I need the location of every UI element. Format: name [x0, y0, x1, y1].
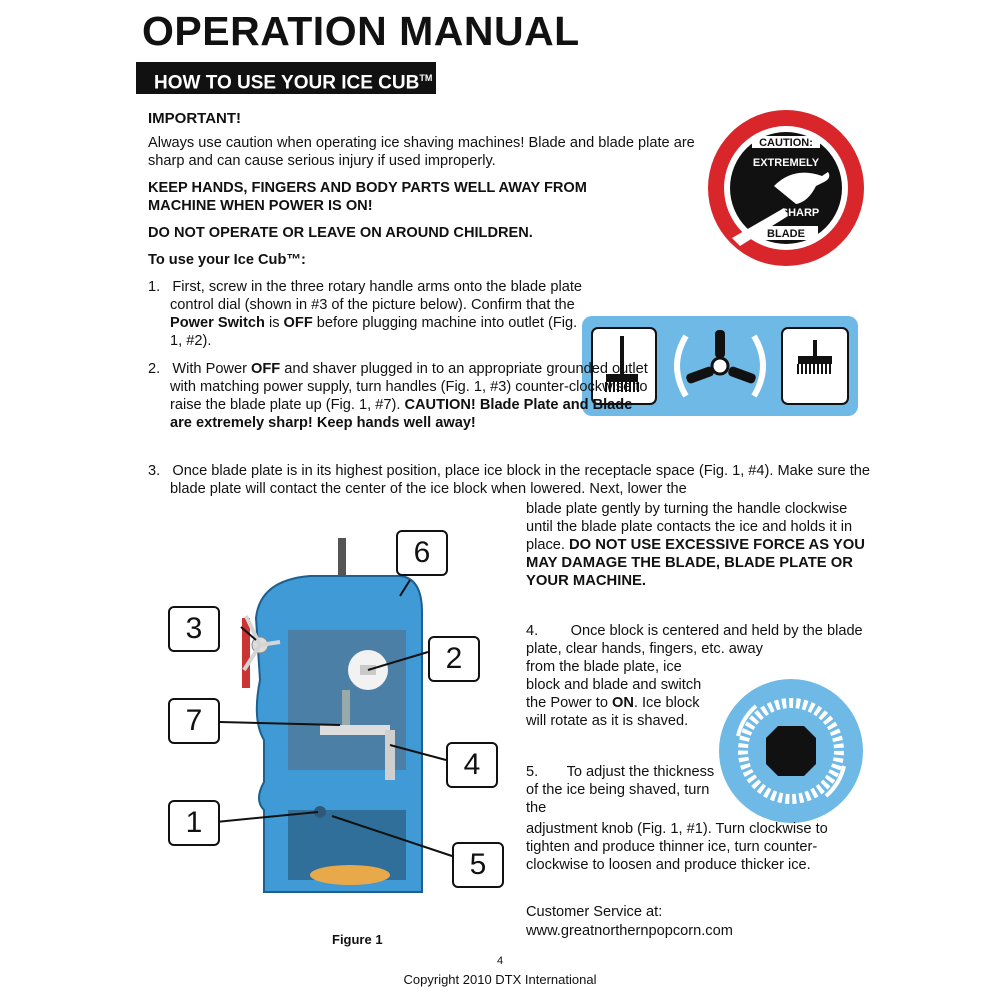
adjustment-knob-diagram — [716, 676, 866, 826]
step-3 — [148, 462, 890, 498]
customer-service-url[interactable]: www.greatnorthernpopcorn.com — [526, 923, 733, 939]
important-heading: IMPORTANT! — [148, 110, 242, 127]
callout-1: 1 — [168, 800, 220, 846]
page-number: 4 — [497, 955, 504, 967]
figure-caption: Figure 1 — [332, 932, 383, 947]
knob-icon — [766, 726, 816, 776]
step-1-text-a: First, screw in the three rotary handle arms onto the blade plate control dial (shown in #3 of the picture below). Confirm that the — [170, 279, 582, 313]
step-3-number: 3. — [148, 463, 161, 479]
callout-3: 3 — [168, 606, 220, 652]
badge-line4: BLADE — [767, 228, 805, 240]
step-4-on: ON — [612, 695, 634, 711]
step-1-text-c: is — [264, 315, 284, 331]
customer-service-label: Customer Service at: — [526, 904, 663, 920]
callout-4: 4 — [446, 742, 498, 788]
banner-tm: TM — [419, 73, 433, 83]
step-4-text-b: from the blade plate, ice block and blade and switch the Power to — [526, 659, 702, 711]
step-1-text-e: before plugging machine into outlet (Fig. 1, #2). — [170, 315, 578, 349]
to-use-heading: To use your Ice Cub™: — [148, 252, 306, 268]
step-2-text-c: and shaver plugged in to an appropriate grounded outlet with matching power supply, turn handles (Fig. 1, #3) counter-clockwise to raise the blade plate up (Fig. 1, #7). — [170, 361, 648, 413]
caution-badge — [704, 106, 868, 270]
step-4-text-d: . Ice block will rotate as it is shaved. — [526, 695, 700, 729]
step-2-off: OFF — [251, 361, 281, 377]
callout-6: 6 — [396, 530, 448, 576]
callout-2: 2 — [428, 636, 480, 682]
step-3-text-a: Once blade plate is in its highest position, place ice block in the receptacle space (Fig. 1, #4). Make sure the blade plate will contact the center of the ice block when lowered. Next, lower the — [170, 463, 870, 497]
step-1 — [148, 278, 590, 350]
step-2 — [148, 360, 650, 432]
step-5-continued: adjustment knob (Fig. 1, #1). Turn clockwise to tighten and produce thinner ice, turn counter-clockwise to loosen and produce thicker ice. — [526, 821, 828, 873]
step-3-continued — [526, 500, 866, 590]
step-4-continued — [526, 658, 706, 730]
page-title: OPERATION MANUAL — [142, 8, 580, 54]
badge-line2: EXTREMELY — [752, 157, 820, 169]
callout-5: 5 — [452, 842, 504, 888]
caution-paragraph: Always use caution when operating ice shaving machines! Blade and blade plate are sharp and can cause serious injury if used improperly. — [148, 135, 695, 169]
step-1-power-switch: Power Switch — [170, 315, 265, 331]
step-1-number: 1. — [148, 279, 161, 295]
step-1-off: OFF — [283, 315, 313, 331]
badge-line3: SHARP — [780, 207, 820, 219]
step-2-number: 2. — [148, 361, 161, 377]
step-2-text-a: With Power — [172, 361, 252, 377]
step-3-warning: DO NOT USE EXCESSIVE FORCE AS YOU MAY DAMAGE THE BLADE, BLADE PLATE OR YOUR MACHINE. — [526, 537, 865, 589]
step-5-number: 5. — [526, 764, 539, 780]
step-4-text-a: Once block is centered and held by the blade plate, clear hands, fingers, etc. away — [526, 623, 863, 657]
customer-service — [526, 903, 866, 941]
step-4-number: 4. — [526, 623, 539, 639]
step-5 — [526, 763, 726, 817]
warning-hands: KEEP HANDS, FINGERS AND BODY PARTS WELL AWAY FROM MACHINE WHEN POWER IS ON! — [148, 180, 587, 214]
warning-children: DO NOT OPERATE OR LEAVE ON AROUND CHILDREN. — [148, 225, 533, 241]
copyright: Copyright 2010 DTX International — [403, 972, 597, 987]
callout-7: 7 — [168, 698, 220, 744]
badge-line1: CAUTION: — [759, 137, 813, 149]
step-4 — [526, 622, 866, 658]
step-3-text-b: blade plate gently by turning the handle clockwise until the blade plate contacts the ice and holds it in place. — [526, 501, 853, 553]
section-banner — [136, 62, 436, 94]
step-2-caution: CAUTION! Blade Plate and Blade are extremely sharp! Keep hands well away! — [170, 397, 633, 431]
step-5-text-a: To adjust the thickness of the ice being shaved, turn the — [526, 764, 715, 816]
banner-text: HOW TO USE YOUR ICE CUB — [154, 72, 420, 94]
